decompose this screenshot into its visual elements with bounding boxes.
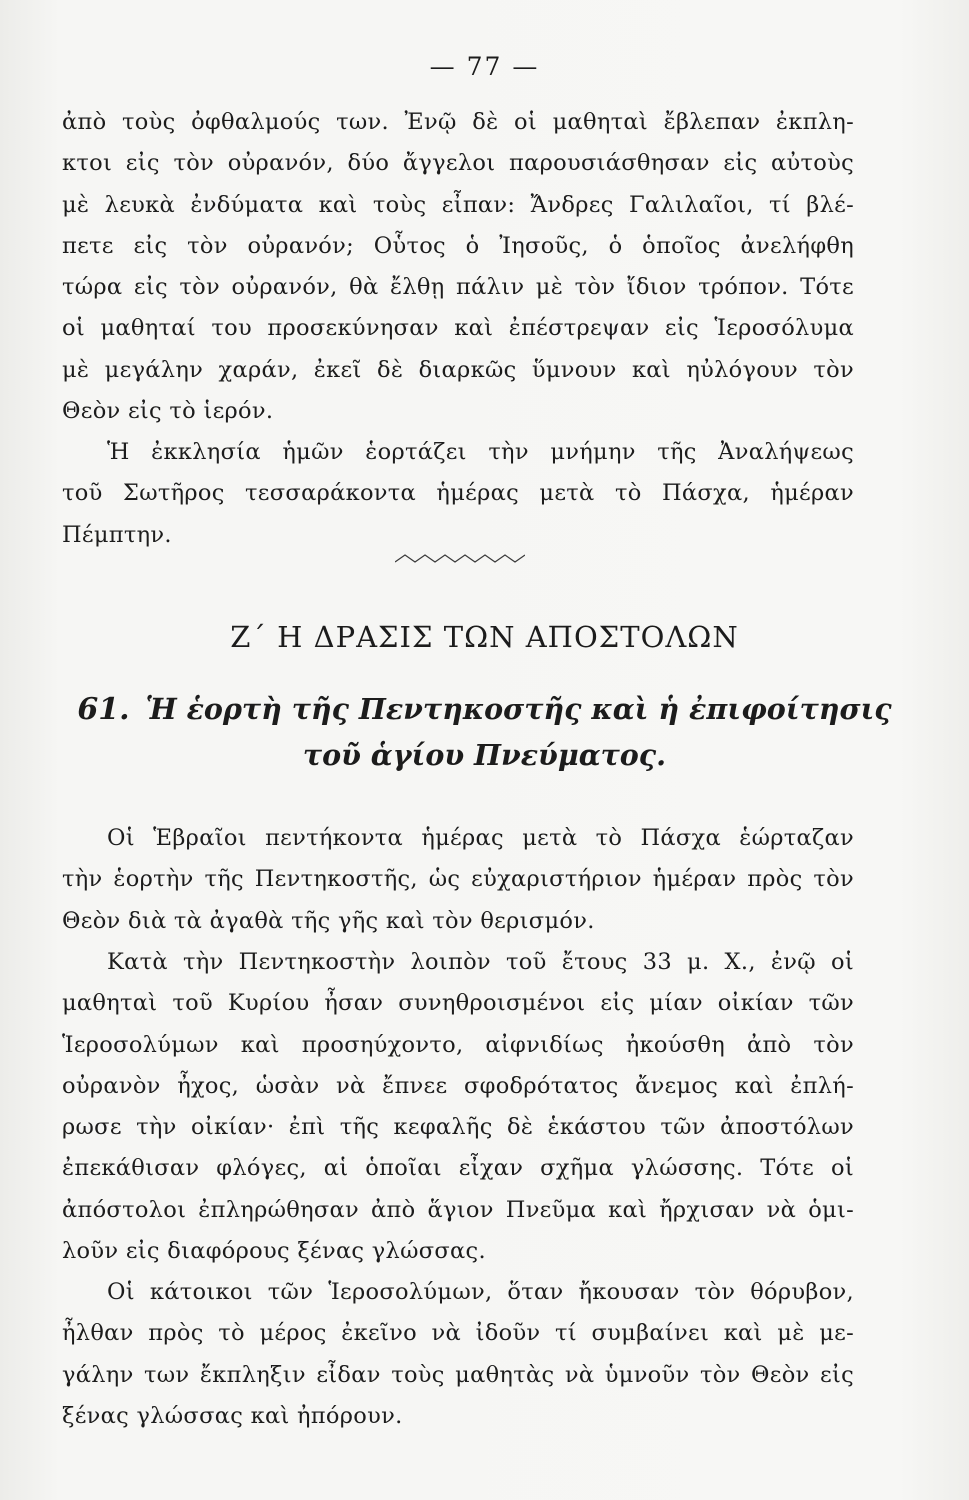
text-line: μαθηταὶ τοῦ Κυρίου ἦσαν συνηθροισμένοι εἰς μίαν οἰκίαν τῶν <box>62 990 854 1017</box>
section-number: 61. <box>77 692 130 727</box>
text-line: πετε εἰς τὸν οὐρανόν; Οὗτος ὁ Ἰησοῦς, ὁ ὁποῖος ἀνελήφθη <box>62 232 854 259</box>
text-line: οὐρανὸν ἦχος, ὡσὰν νὰ ἔπνεε σφοδρότατος ἄνεμος καὶ ἐπλή- <box>62 1072 854 1099</box>
section-title-text: Ἡ ἑορτὴ τῆς Πεντηκοστῆς καὶ ἡ ἐπιφοίτησις <box>145 692 892 726</box>
text-line: κτοι εἰς τὸν οὐρανόν, δύο ἄγγελοι παρουσιάσθησαν εἰς αὐτοὺς <box>62 150 854 177</box>
text-line: Κατὰ τὴν Πεντηκοστὴν λοιπὸν τοῦ ἔτους 33 μ. Χ., ἐνῷ οἱ <box>107 949 854 975</box>
section-title-line-2: τοῦ ἁγίου Πνεύματος. <box>302 738 667 772</box>
text-line: οἱ μαθηταί του προσεκύνησαν καὶ ἐπέστρεψαν εἰς Ἱεροσόλυμα <box>62 315 854 342</box>
text-line: τὴν ἑορτὴν τῆς Πεντηκοστῆς, ὡς εὐχαριστήριον ἡμέραν πρὸς τὸν <box>62 866 854 893</box>
text-line: μὲ λευκὰ ἐνδύματα καὶ τοὺς εἶπαν: Ἄνδρες Γαλιλαῖοι, τί βλέ- <box>62 191 854 218</box>
text-line: γάλην των ἔκπληξιν εἶδαν τοὺς μαθητὰς νὰ ὑμνοῦν τὸν Θεὸν εἰς <box>62 1361 854 1388</box>
text-line: ἀπὸ τοὺς ὀφθαλμούς των. Ἐνῷ δὲ οἱ μαθηταὶ ἔβλεπαν ἐκπλη- <box>62 109 854 135</box>
paragraph-jewish-pentecost <box>62 818 854 942</box>
section-title-line-1 <box>0 692 969 727</box>
text-line: Ἡ ἐκκλησία ἡμῶν ἑορτάζει τὴν μνήμην τῆς Ἀναλήψεως <box>107 439 854 465</box>
ornamental-divider <box>395 552 525 566</box>
text-line: ρωσε τὴν οἰκίαν· ἐπὶ τῆς κεφαλῆς δὲ ἑκάστου τῶν ἀποστόλων <box>62 1114 854 1141</box>
text-line: ἦλθαν πρὸς τὸ μέρος ἐκεῖνο νὰ ἰδοῦν τί συμβαίνει καὶ μὲ με- <box>62 1320 854 1347</box>
paragraph-ascension-end <box>62 102 854 432</box>
text-line: Ἱεροσολύμων καὶ προσηύχοντο, αἰφνιδίως ἠκούσθη ἀπὸ τὸν <box>62 1031 854 1058</box>
text-line: Οἱ κάτοικοι τῶν Ἱεροσολύμων, ὅταν ἤκουσαν τὸν θόρυβον, <box>107 1279 854 1305</box>
paragraph-ascension-feast <box>62 432 854 556</box>
text-line: ξένας γλώσσας καὶ ἠπόρουν. <box>62 1402 403 1429</box>
text-line: Οἱ Ἑβραῖοι πεντήκοντα ἡμέρας μετὰ τὸ Πάσχα ἑώρταζαν <box>107 825 854 851</box>
text-line: λοῦν εἰς διαφόρους ξένας γλώσσας. <box>62 1238 486 1265</box>
chapter-heading: Ζ΄ Η ΔΡΑΣΙΣ ΤΩΝ ΑΠΟΣΤΟΛΩΝ <box>230 620 739 654</box>
paragraph-residents-amazed <box>62 1272 854 1437</box>
text-line: μὲ μεγάλην χαράν, ἐκεῖ δὲ διαρκῶς ὕμνουν καὶ ηὐλόγουν τὸν <box>62 356 854 383</box>
text-line: ἀπόστολοι ἐπληρώθησαν ἀπὸ ἅγιον Πνεῦμα καὶ ἤρχισαν νὰ ὁμι- <box>62 1196 854 1223</box>
text-line: τώρα εἰς τὸν οὐρανόν, θὰ ἔλθῃ πάλιν μὲ τὸν ἴδιον τρόπον. Τότε <box>62 274 854 301</box>
text-line: Πέμπτην. <box>62 521 172 548</box>
text-line: Θεὸν διὰ τὰ ἀγαθὰ τῆς γῆς καὶ τὸν θερισμόν. <box>62 907 595 934</box>
page-number: — 77 — <box>429 52 540 81</box>
text-line: Θεὸν εἰς τὸ ἱερόν. <box>62 398 274 425</box>
text-line: τοῦ Σωτῆρος τεσσαράκοντα ἡμέρας μετὰ τὸ Πάσχα, ἡμέραν <box>62 480 854 507</box>
text-line: ἐπεκάθισαν φλόγες, αἱ ὁποῖαι εἶχαν σχῆμα γλώσσης. Τότε οἱ <box>62 1155 854 1182</box>
paragraph-descent-of-spirit <box>62 942 854 1272</box>
